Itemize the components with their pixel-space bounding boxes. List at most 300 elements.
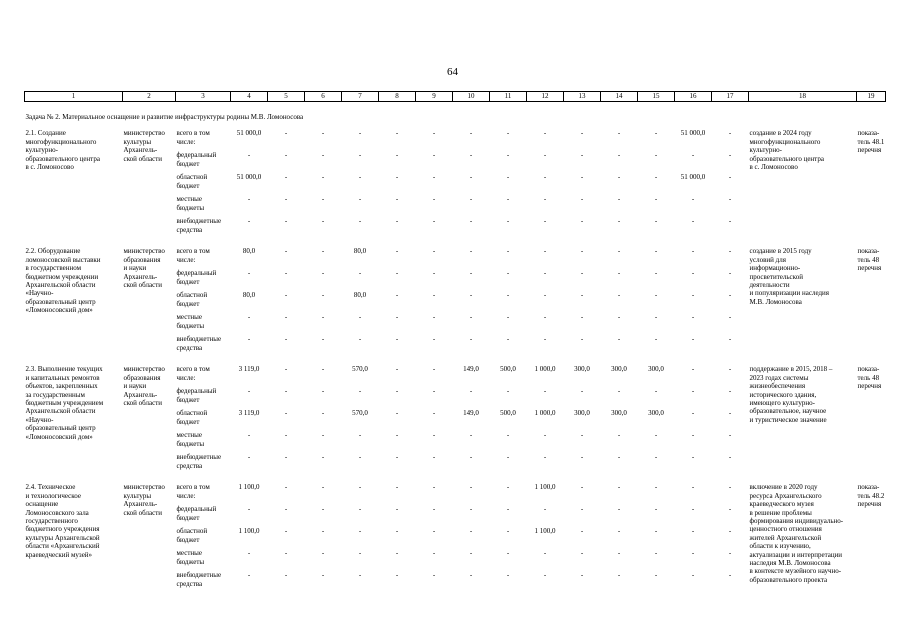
funding-value: - — [469, 151, 473, 160]
funding-source-label: всего в том числе: — [176, 483, 210, 500]
funding-value: 51 000,0 — [680, 173, 706, 182]
funding-value: 149,0 — [463, 409, 479, 418]
funding-value: - — [654, 483, 658, 492]
funding-value: - — [580, 247, 584, 256]
column-number-17: 17 — [712, 92, 749, 102]
measure-row — [25, 129, 886, 151]
funding-value: - — [395, 129, 399, 138]
block-separator — [25, 475, 886, 483]
funding-source-label: местные бюджеты — [176, 431, 205, 448]
measure-row — [25, 247, 886, 269]
funding-value: - — [395, 291, 399, 300]
funding-value: - — [284, 431, 288, 440]
funding-value: - — [469, 387, 473, 396]
funding-value: - — [654, 527, 658, 536]
funding-value: - — [654, 335, 658, 344]
funding-value: - — [543, 549, 547, 558]
funding-value: - — [432, 291, 436, 300]
funding-value: - — [284, 129, 288, 138]
funding-value: - — [728, 431, 732, 440]
funding-value: - — [543, 335, 547, 344]
funding-value: - — [506, 431, 510, 440]
funding-value: - — [395, 571, 399, 580]
funding-value: - — [617, 313, 621, 322]
funding-value: - — [432, 247, 436, 256]
funding-value: - — [506, 505, 510, 514]
funding-value: - — [654, 173, 658, 182]
funding-value: - — [395, 549, 399, 558]
funding-value: - — [654, 195, 658, 204]
funding-value: - — [617, 129, 621, 138]
column-number-12: 12 — [527, 92, 564, 102]
measure-title: 2.2. Оборудование ломоносовской выставки в государственном бюджетном учреждении Архангельской области «Научно- образовательный центр «Ломоносовский дом» — [25, 247, 101, 315]
expected-result: создание в 2024 году многофункционального культурно- образовательного центра в с. Ломоносово — [749, 129, 824, 171]
funding-value: 300,0 — [574, 365, 590, 374]
funding-value: - — [432, 151, 436, 160]
funding-value: - — [617, 453, 621, 462]
funding-value: - — [654, 505, 658, 514]
funding-source-label: областной бюджет — [176, 173, 208, 190]
funding-value: 1 100,0 — [238, 483, 260, 492]
funding-value: 80,0 — [353, 247, 367, 256]
funding-value: - — [728, 505, 732, 514]
funding-value: - — [358, 313, 362, 322]
funding-value: - — [284, 453, 288, 462]
funding-value: - — [543, 505, 547, 514]
column-number-13: 13 — [564, 92, 601, 102]
funding-value: - — [358, 217, 362, 226]
funding-value: - — [469, 549, 473, 558]
funding-value: - — [432, 217, 436, 226]
funding-value: - — [432, 365, 436, 374]
funding-value: - — [432, 453, 436, 462]
funding-value: - — [691, 453, 695, 462]
funding-value: - — [617, 431, 621, 440]
funding-value: - — [469, 195, 473, 204]
funding-value: - — [654, 129, 658, 138]
funding-value: - — [469, 527, 473, 536]
funding-value: 300,0 — [611, 365, 627, 374]
funding-source-label: местные бюджеты — [176, 549, 205, 566]
funding-value: - — [617, 195, 621, 204]
funding-value: - — [358, 195, 362, 204]
funding-value: - — [358, 483, 362, 492]
funding-value: - — [247, 453, 251, 462]
funding-source-label: федеральный бюджет — [176, 505, 217, 522]
funding-value: - — [617, 571, 621, 580]
funding-value: 51 000,0 — [236, 129, 262, 138]
funding-value: - — [432, 483, 436, 492]
funding-value: 51 000,0 — [680, 129, 706, 138]
funding-value: - — [580, 571, 584, 580]
funding-value: - — [358, 571, 362, 580]
funding-value: - — [691, 195, 695, 204]
funding-value: - — [543, 571, 547, 580]
funding-value: - — [691, 387, 695, 396]
funding-value: - — [654, 453, 658, 462]
funding-value: - — [284, 247, 288, 256]
funding-value: - — [358, 505, 362, 514]
funding-value: - — [506, 313, 510, 322]
funding-value: - — [395, 151, 399, 160]
funding-value: 3 119,0 — [238, 365, 260, 374]
funding-value: - — [617, 527, 621, 536]
funding-value: - — [358, 453, 362, 462]
funding-value: - — [580, 431, 584, 440]
expected-result: поддержание в 2015, 2018 – 2023 годах системы жизнеобеспечения исторического здания, имеющего культурно- образовательное, научное и туристическое значение — [749, 365, 833, 424]
funding-value: - — [321, 173, 325, 182]
funding-source-label: местные бюджеты — [176, 313, 205, 330]
page-number: 64 — [447, 66, 458, 78]
funding-value: - — [395, 483, 399, 492]
funding-value: - — [506, 527, 510, 536]
funding-value: - — [580, 483, 584, 492]
funding-value: - — [580, 173, 584, 182]
funding-value: - — [284, 505, 288, 514]
funding-value: - — [321, 571, 325, 580]
funding-value: - — [469, 217, 473, 226]
column-number-11: 11 — [490, 92, 527, 102]
funding-value: - — [728, 173, 732, 182]
funding-value: - — [543, 313, 547, 322]
target-indicator: показа- тель 48.1 перечня — [857, 129, 885, 155]
funding-value: - — [284, 269, 288, 278]
funding-value: - — [358, 269, 362, 278]
funding-value: - — [543, 431, 547, 440]
funding-value: - — [321, 291, 325, 300]
column-number-18: 18 — [749, 92, 857, 102]
funding-value: - — [469, 505, 473, 514]
funding-value: - — [691, 549, 695, 558]
funding-source-label: областной бюджет — [176, 527, 208, 544]
funding-value: - — [284, 571, 288, 580]
funding-value: - — [691, 527, 695, 536]
funding-value: 300,0 — [648, 409, 664, 418]
funding-value: - — [358, 527, 362, 536]
funding-value: - — [432, 335, 436, 344]
funding-value: 80,0 — [242, 291, 256, 300]
funding-value: - — [284, 173, 288, 182]
funding-value: - — [580, 291, 584, 300]
funding-value: - — [321, 505, 325, 514]
funding-value: 300,0 — [574, 409, 590, 418]
funding-value: - — [358, 151, 362, 160]
funding-value: - — [469, 129, 473, 138]
funding-source-label: областной бюджет — [176, 409, 208, 426]
funding-value: - — [432, 505, 436, 514]
funding-value: - — [728, 527, 732, 536]
funding-value: - — [506, 571, 510, 580]
funding-value: - — [469, 483, 473, 492]
funding-value: - — [321, 151, 325, 160]
funding-value: - — [395, 269, 399, 278]
funding-value: - — [691, 247, 695, 256]
funding-value: - — [469, 453, 473, 462]
funding-value: 500,0 — [500, 365, 516, 374]
funding-value: - — [506, 173, 510, 182]
funding-value: - — [395, 505, 399, 514]
funding-value: 80,0 — [242, 247, 256, 256]
funding-value: - — [506, 387, 510, 396]
measure-title: 2.4. Техническое и технологическое оснащение Ломоносовского зала государственного бюджетного учреждения культуры Архангельской области «Архангельский краеведческий музей» — [25, 483, 100, 559]
funding-value: - — [247, 505, 251, 514]
funding-value: - — [358, 129, 362, 138]
separator-cell — [25, 357, 886, 365]
funding-value: - — [284, 291, 288, 300]
column-number-16: 16 — [675, 92, 712, 102]
funding-value: - — [321, 453, 325, 462]
funding-value: - — [654, 151, 658, 160]
funding-value: - — [247, 431, 251, 440]
funding-value: - — [469, 335, 473, 344]
funding-value: - — [432, 431, 436, 440]
funding-value: - — [247, 269, 251, 278]
funding-value: - — [284, 365, 288, 374]
block-separator — [25, 239, 886, 247]
column-number-15: 15 — [638, 92, 675, 102]
funding-value: - — [506, 483, 510, 492]
funding-value: - — [469, 571, 473, 580]
funding-value: - — [543, 291, 547, 300]
funding-value: - — [728, 291, 732, 300]
funding-value: - — [321, 129, 325, 138]
funding-value: - — [506, 129, 510, 138]
funding-value: - — [728, 247, 732, 256]
funding-value: - — [469, 431, 473, 440]
funding-value: - — [247, 335, 251, 344]
funding-value: - — [247, 313, 251, 322]
column-number-8: 8 — [379, 92, 416, 102]
measure-row — [25, 365, 886, 387]
funding-value: - — [654, 571, 658, 580]
funding-value: - — [617, 483, 621, 492]
funding-value: - — [691, 335, 695, 344]
funding-value: 1 100,0 — [238, 527, 260, 536]
funding-value: - — [654, 217, 658, 226]
funding-value: - — [284, 313, 288, 322]
funding-value: 1 000,0 — [534, 409, 556, 418]
column-number-9: 9 — [416, 92, 453, 102]
column-number-19: 19 — [857, 92, 886, 102]
block-separator — [25, 357, 886, 365]
funding-value: - — [469, 247, 473, 256]
funding-value: - — [321, 217, 325, 226]
funding-source-label: федеральный бюджет — [176, 387, 217, 404]
funding-value: - — [728, 151, 732, 160]
funding-value: - — [728, 313, 732, 322]
funding-value: - — [617, 151, 621, 160]
column-number-1: 1 — [25, 92, 123, 102]
funding-value: - — [654, 549, 658, 558]
funding-value: - — [580, 549, 584, 558]
funding-value: 1 100,0 — [534, 527, 556, 536]
funding-value: - — [247, 571, 251, 580]
funding-value: - — [691, 409, 695, 418]
funding-value: - — [728, 365, 732, 374]
funding-source-label: всего в том числе: — [176, 247, 210, 264]
funding-value: - — [580, 527, 584, 536]
funding-value: - — [395, 195, 399, 204]
column-number-4: 4 — [231, 92, 268, 102]
funding-value: - — [654, 269, 658, 278]
funding-value: - — [321, 409, 325, 418]
funding-value: - — [395, 335, 399, 344]
funding-value: - — [580, 217, 584, 226]
funding-value: - — [728, 409, 732, 418]
column-number-10: 10 — [453, 92, 490, 102]
funding-value: - — [321, 365, 325, 374]
funding-value: - — [358, 549, 362, 558]
funding-value: - — [691, 217, 695, 226]
funding-value: 570,0 — [352, 365, 368, 374]
funding-value: - — [506, 247, 510, 256]
funding-value: - — [432, 387, 436, 396]
funding-source-label: внебюджетные средства — [176, 335, 222, 352]
measure-row — [25, 483, 886, 505]
funding-value: - — [284, 549, 288, 558]
funding-value: 51 000,0 — [236, 173, 262, 182]
funding-value: - — [691, 483, 695, 492]
column-number-5: 5 — [268, 92, 305, 102]
funding-value: - — [617, 505, 621, 514]
funding-value: - — [284, 217, 288, 226]
funding-value: - — [395, 365, 399, 374]
separator-cell — [25, 239, 886, 247]
funding-value: - — [506, 269, 510, 278]
column-number-3: 3 — [176, 92, 231, 102]
funding-value: - — [247, 151, 251, 160]
funding-value: - — [284, 527, 288, 536]
funding-value: - — [543, 129, 547, 138]
funding-source-label: внебюджетные средства — [176, 453, 222, 470]
task-title: Задача № 2. Материальное оснащение и развитие инфраструктуры родины М.В. Ломоносова — [25, 113, 304, 121]
funding-value: - — [580, 151, 584, 160]
funding-value: - — [284, 387, 288, 396]
funding-value: - — [543, 247, 547, 256]
funding-value: - — [654, 431, 658, 440]
funding-value: - — [580, 269, 584, 278]
funding-value: - — [247, 195, 251, 204]
funding-value: - — [691, 571, 695, 580]
funding-value: - — [321, 431, 325, 440]
funding-value: - — [691, 269, 695, 278]
funding-value: - — [284, 409, 288, 418]
funding-value: - — [284, 195, 288, 204]
funding-value: - — [247, 387, 251, 396]
funding-value: - — [395, 431, 399, 440]
funding-value: 300,0 — [611, 409, 627, 418]
funding-value: - — [506, 151, 510, 160]
expected-result: создание в 2015 году условий для информационно- просветительской деятельности и популяризации наследия М.В. Ломоносова — [749, 247, 829, 306]
funding-value: - — [617, 335, 621, 344]
funding-value: - — [654, 313, 658, 322]
funding-value: - — [432, 409, 436, 418]
funding-value: - — [728, 195, 732, 204]
funding-value: - — [654, 247, 658, 256]
funding-source-label: федеральный бюджет — [176, 269, 217, 286]
funding-value: - — [728, 571, 732, 580]
funding-value: - — [543, 387, 547, 396]
target-indicator: показа- тель 48 перечня — [857, 247, 882, 273]
funding-value: - — [358, 173, 362, 182]
funding-value: - — [506, 549, 510, 558]
funding-value: - — [247, 217, 251, 226]
separator-cell — [25, 475, 886, 483]
funding-value: - — [358, 387, 362, 396]
funding-source-label: всего в том числе: — [176, 365, 210, 382]
funding-value: - — [580, 313, 584, 322]
funding-value: - — [395, 173, 399, 182]
funding-value: - — [358, 431, 362, 440]
funding-value: - — [543, 269, 547, 278]
funding-value: - — [691, 365, 695, 374]
funding-value: - — [728, 217, 732, 226]
expected-result: включение в 2020 году ресурса Архангельского краеведческого музея в решение проблемы формирования индивидуально- ценностного отношения жителей Архангельской области к изучению, актуализации и интерпретации наследия М.В. Ломоносова в контексте музейного научно- образовательного проекта — [749, 483, 844, 584]
funding-value: - — [543, 195, 547, 204]
program-table — [24, 91, 886, 593]
funding-value: - — [395, 313, 399, 322]
funding-value: - — [321, 335, 325, 344]
funding-value: - — [284, 151, 288, 160]
measure-title: 2.1. Создание многофункционального культурно- образовательного центра в с. Ломоносово — [25, 129, 100, 171]
funding-value: - — [654, 387, 658, 396]
funding-value: - — [580, 387, 584, 396]
funding-value: - — [580, 195, 584, 204]
funding-value: - — [728, 387, 732, 396]
measure-executor: министерство культуры Архангель- ской области — [123, 483, 165, 517]
funding-source-label: всего в том числе: — [176, 129, 210, 146]
funding-value: - — [395, 453, 399, 462]
funding-source-label: федеральный бюджет — [176, 151, 217, 168]
funding-value: - — [617, 247, 621, 256]
funding-source-label: областной бюджет — [176, 291, 208, 308]
funding-value: - — [284, 335, 288, 344]
funding-value: - — [432, 527, 436, 536]
funding-value: - — [432, 129, 436, 138]
funding-value: - — [580, 505, 584, 514]
funding-value: - — [321, 483, 325, 492]
funding-value: - — [617, 549, 621, 558]
funding-value: - — [617, 387, 621, 396]
funding-value: - — [543, 453, 547, 462]
funding-value: - — [321, 247, 325, 256]
funding-value: 1 000,0 — [534, 365, 556, 374]
funding-value: - — [432, 173, 436, 182]
funding-value: - — [469, 291, 473, 300]
funding-value: - — [506, 217, 510, 226]
funding-value: - — [617, 217, 621, 226]
funding-value: - — [395, 247, 399, 256]
funding-value: - — [321, 387, 325, 396]
funding-value: - — [432, 571, 436, 580]
funding-source-label: местные бюджеты — [176, 195, 205, 212]
funding-value: - — [395, 527, 399, 536]
funding-value: 300,0 — [648, 365, 664, 374]
funding-value: - — [469, 313, 473, 322]
task-row — [25, 102, 886, 130]
funding-value: - — [432, 313, 436, 322]
funding-value: - — [321, 313, 325, 322]
funding-value: 500,0 — [500, 409, 516, 418]
funding-value: - — [691, 291, 695, 300]
column-number-row — [25, 92, 886, 102]
funding-value: - — [728, 335, 732, 344]
funding-value: - — [469, 173, 473, 182]
funding-value: - — [728, 269, 732, 278]
funding-value: - — [432, 269, 436, 278]
measure-executor: министерство образования и науки Архангель- ской области — [123, 365, 165, 407]
funding-value: - — [728, 549, 732, 558]
